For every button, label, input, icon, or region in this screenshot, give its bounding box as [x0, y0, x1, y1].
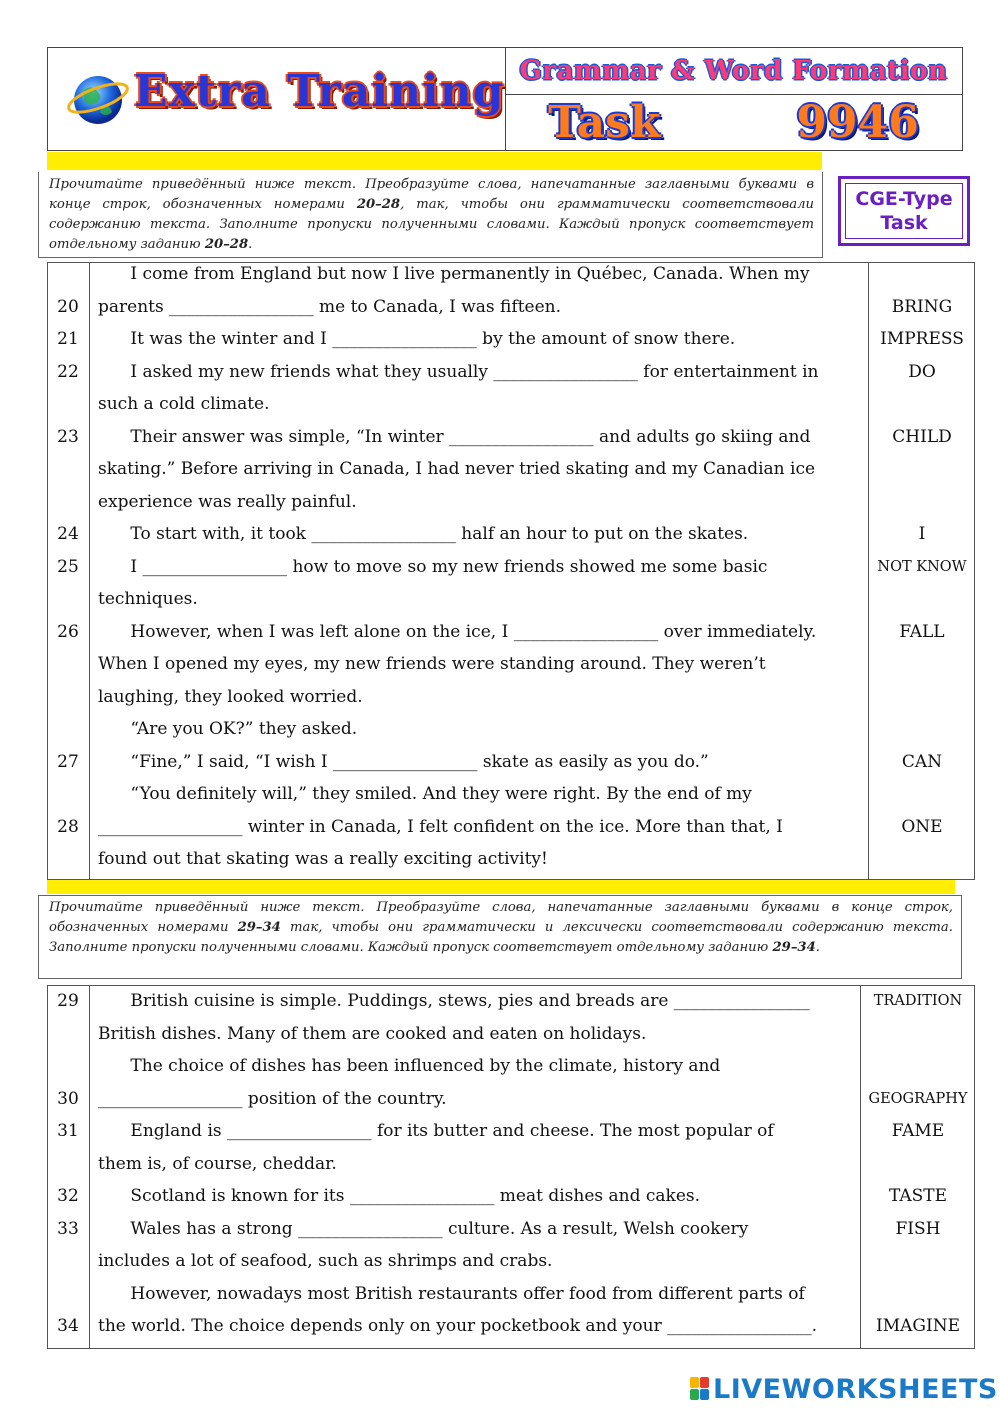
table-row — [48, 1180, 974, 1213]
instruction-text: . — [815, 940, 820, 955]
table-row — [48, 421, 974, 454]
key-word: TRADITION — [873, 993, 963, 1009]
section-title: Grammar & Word Formation — [519, 56, 948, 86]
table-row — [48, 291, 974, 324]
passage-line: them is, of course, cheddar. — [98, 1153, 337, 1174]
instruction-range: 20–28 — [356, 197, 401, 212]
section-title-cell — [505, 48, 962, 95]
instruction-range: 29–34 — [237, 920, 281, 935]
key-word: CHILD — [892, 426, 952, 447]
key-word: FALL — [899, 621, 945, 642]
passage-line: It was the winter and I _________________ by the amount of snow there. — [98, 329, 736, 349]
passage-line: such a cold climate. — [98, 394, 270, 414]
passage-line: “You definitely will,” they smiled. And they were right. By the end of my — [98, 784, 752, 804]
item-number: 25 — [57, 556, 79, 577]
table-row — [48, 1213, 974, 1246]
passage-line: British dishes. Many of them are cooked and eaten on holidays. — [98, 1023, 647, 1044]
table-row — [48, 1018, 974, 1051]
item-number: 22 — [57, 361, 79, 382]
table-row — [48, 518, 974, 551]
table-row — [48, 843, 974, 876]
passage-line: To start with, it took _________________ half an hour to put on the skates. — [98, 524, 749, 544]
brand-name: LIVEWORKSHEETS — [713, 1373, 998, 1405]
passage-line: England is _________________ for its butter and cheese. The most popular of — [98, 1121, 774, 1141]
key-word: FISH — [895, 1218, 941, 1239]
passage-line: techniques. — [98, 589, 198, 609]
table-row — [48, 1245, 974, 1278]
passage-line: I _________________ how to move so my new friends showed me some basic — [98, 556, 768, 577]
item-number: 28 — [57, 816, 79, 837]
task-title-cell — [505, 94, 962, 150]
key-word: IMPRESS — [880, 329, 964, 349]
passage-line: However, when I was left alone on the ice, I _________________ over immediately. — [98, 621, 817, 642]
key-word: ONE — [901, 816, 943, 837]
passage-line: _________________ position of the country. — [98, 1088, 447, 1109]
passage-line: _________________ winter in Canada, I felt confident on the ice. More than that, I — [98, 816, 783, 837]
passage-line: Their answer was simple, “In winter _________________ and adults go skiing and — [98, 426, 811, 447]
instruction-range: 29–34 — [772, 940, 816, 955]
passage-line: Wales has a strong _________________ culture. As a result, Welsh cookery — [98, 1218, 749, 1239]
logo-cell — [48, 48, 506, 150]
yellow-divider — [47, 880, 955, 894]
item-number: 23 — [57, 426, 79, 447]
passage-line: The choice of dishes has been influenced by the climate, history and — [98, 1056, 721, 1076]
passage-line: “Are you OK?” they asked. — [98, 719, 358, 739]
table-row — [48, 985, 974, 1018]
instruction-text: Прочитайте приведённый ниже текст. Преобразуйте слова, напечатанные заглавными буквами в конце строк, обозначенных номерами — [49, 900, 953, 935]
passage-line: the world. The choice depends only on your pocketbook and your _________________. — [98, 1316, 818, 1336]
table-row — [48, 616, 974, 649]
passage-line: skating.” Before arriving in Canada, I had never tried skating and my Canadian ice — [98, 459, 816, 479]
table-row — [48, 648, 974, 681]
passage-line: Scotland is known for its _________________ meat dishes and cakes. — [98, 1186, 701, 1206]
item-number: 24 — [57, 524, 79, 544]
instruction-2 — [38, 895, 962, 979]
item-number: 21 — [57, 329, 79, 349]
badge-line1: CGE-Type — [855, 188, 953, 210]
passage-line: experience was really painful. — [98, 491, 357, 512]
table-row — [48, 388, 974, 421]
table-row — [48, 746, 974, 779]
passage-line: I come from England but now I live permanently in Québec, Canada. When my — [98, 264, 810, 284]
item-number: 20 — [57, 296, 79, 317]
table-row — [48, 453, 974, 486]
passage-line: However, nowadays most British restaurants offer food from different parts of — [98, 1283, 805, 1304]
table-row — [48, 551, 974, 584]
table-row — [48, 1083, 974, 1116]
table-row — [48, 778, 974, 811]
liveworksheets-logo-icon — [690, 1377, 710, 1401]
instruction-text: так, чтобы они грамматически и лексически соответствовали содержанию текста. Заполните пропуски полученными словами. Каждый пропуск соответствует отдельному заданию — [49, 920, 953, 955]
table-row — [48, 713, 974, 746]
table-row — [48, 1115, 974, 1148]
table-row — [48, 323, 974, 356]
passage-line: parents _________________ me to Canada, I was fifteen. — [98, 296, 561, 317]
table-row — [48, 258, 974, 291]
instruction-range: 20–28 — [204, 237, 249, 252]
table-row — [48, 681, 974, 714]
item-number: 31 — [57, 1121, 79, 1141]
task-title: Task 9946 — [548, 96, 919, 148]
item-number: 27 — [57, 751, 79, 772]
table-row — [48, 1050, 974, 1083]
passage-line: British cuisine is simple. Puddings, stews, pies and breads are ________________ — [98, 991, 810, 1011]
item-number: 29 — [57, 991, 79, 1011]
header-table — [47, 47, 963, 151]
passage-line: found out that skating was a really exciting activity! — [98, 849, 548, 869]
item-number: 32 — [57, 1186, 79, 1206]
table-row — [48, 1148, 974, 1181]
item-number: 26 — [57, 621, 79, 642]
yellow-divider — [47, 152, 822, 170]
key-word: BRING — [891, 296, 953, 317]
table-row — [48, 811, 974, 844]
key-word: TASTE — [888, 1186, 948, 1206]
table-row — [48, 486, 974, 519]
cge-type-badge — [838, 176, 970, 246]
instruction-text: Прочитайте приведённый ниже текст. Преобразуйте слова, напечатанные заглавными буквами в конце строк, обозначенных номерами — [49, 177, 814, 212]
passage-line: includes a lot of seafood, such as shrimps and crabs. — [98, 1251, 553, 1271]
table-row — [48, 356, 974, 389]
table-row — [48, 1310, 974, 1343]
liveworksheets-brand — [690, 1374, 998, 1404]
key-word: CAN — [901, 751, 943, 772]
instruction-text: , так, чтобы они грамматически соответствовали содержанию текста. Заполните пропуски полученными словами. Каждый пропуск соответствует отдельному заданию — [49, 197, 815, 252]
key-word: DO — [908, 361, 936, 382]
task-table-2 — [47, 985, 975, 1349]
key-word: FAME — [891, 1121, 945, 1141]
key-word: IMAGINE — [876, 1316, 960, 1336]
key-word: I — [918, 524, 926, 544]
passage-line: When I opened my eyes, my new friends were standing around. They weren’t — [98, 654, 766, 674]
table-row — [48, 583, 974, 616]
passage-line: “Fine,” I said, “I wish I _________________ skate as easily as you do.” — [98, 751, 709, 772]
logo-title: Extra Training — [134, 66, 505, 117]
instruction-text: . — [248, 237, 253, 252]
globe-icon — [66, 68, 130, 128]
task-table-1 — [47, 262, 975, 880]
table-row — [48, 1278, 974, 1311]
key-word: GEOGRAPHY — [868, 1090, 968, 1107]
item-number: 30 — [57, 1088, 79, 1109]
badge-line2: Task — [880, 212, 928, 234]
instruction-1 — [38, 172, 823, 258]
passage-line: I asked my new friends what they usually _________________ for entertainment in — [98, 361, 819, 382]
key-word: NOT KNOW — [877, 558, 967, 575]
item-number: 33 — [57, 1218, 79, 1239]
item-number: 34 — [57, 1316, 79, 1336]
passage-line: laughing, they looked worried. — [98, 686, 363, 707]
